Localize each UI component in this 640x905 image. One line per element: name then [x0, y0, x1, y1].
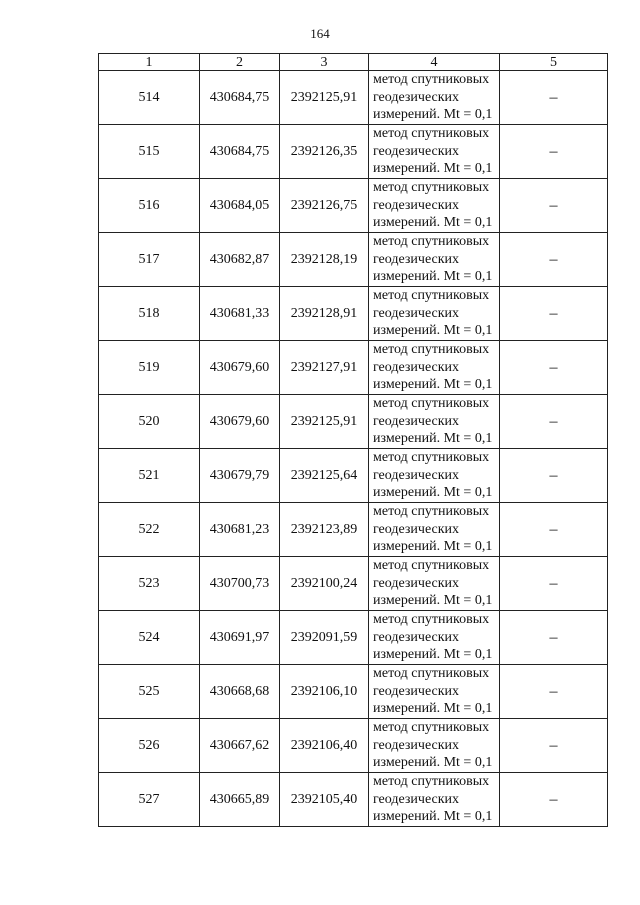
method-line: метод спутниковых	[373, 504, 490, 520]
method-line: геодезических	[373, 143, 460, 159]
method-description	[369, 179, 500, 233]
note-dash: –	[500, 611, 608, 665]
table-row	[99, 773, 608, 827]
table-row	[99, 395, 608, 449]
method-line: метод спутниковых	[373, 180, 490, 196]
method-description	[369, 287, 500, 341]
method-line: измерений. Mt = 0,1	[373, 107, 493, 123]
method-description	[369, 395, 500, 449]
method-line: геодезических	[373, 305, 460, 321]
method-line: метод спутниковых	[373, 126, 490, 142]
table-row	[99, 287, 608, 341]
point-number: 527	[99, 773, 200, 827]
header-col-2: 2	[200, 54, 280, 71]
page-number: 164	[310, 26, 330, 41]
method-line: геодезических	[373, 575, 460, 591]
note-dash: –	[500, 395, 608, 449]
method-line: геодезических	[373, 89, 460, 105]
method-line: измерений. Mt = 0,1	[373, 485, 493, 501]
method-description	[369, 233, 500, 287]
coordinate-y: 2392125,91	[280, 395, 369, 449]
note-dash: –	[500, 719, 608, 773]
point-number: 517	[99, 233, 200, 287]
coordinate-y: 2392106,10	[280, 665, 369, 719]
method-line: измерений. Mt = 0,1	[373, 701, 493, 717]
table-body	[99, 71, 608, 827]
point-number: 526	[99, 719, 200, 773]
coordinates-table	[98, 53, 608, 827]
table-row	[99, 71, 608, 125]
coordinate-x: 430681,23	[200, 503, 280, 557]
method-description	[369, 125, 500, 179]
note-dash: –	[500, 557, 608, 611]
coordinate-x: 430684,75	[200, 125, 280, 179]
coordinate-y: 2392126,35	[280, 125, 369, 179]
note-dash: –	[500, 341, 608, 395]
method-line: геодезических	[373, 683, 460, 699]
note-dash: –	[500, 233, 608, 287]
note-dash: –	[500, 179, 608, 233]
method-line: геодезических	[373, 413, 460, 429]
coordinate-y: 2392127,91	[280, 341, 369, 395]
method-line: метод спутниковых	[373, 450, 490, 466]
note-dash: –	[500, 71, 608, 125]
method-line: геодезических	[373, 197, 460, 213]
coordinate-y: 2392091,59	[280, 611, 369, 665]
point-number: 523	[99, 557, 200, 611]
header-col-5: 5	[500, 54, 608, 71]
method-line: геодезических	[373, 359, 460, 375]
method-description	[369, 503, 500, 557]
coordinate-x: 430679,79	[200, 449, 280, 503]
point-number: 524	[99, 611, 200, 665]
method-description	[369, 449, 500, 503]
point-number: 519	[99, 341, 200, 395]
method-line: измерений. Mt = 0,1	[373, 269, 493, 285]
method-line: геодезических	[373, 467, 460, 483]
table-row	[99, 665, 608, 719]
method-description	[369, 719, 500, 773]
table-row	[99, 341, 608, 395]
method-line: метод спутниковых	[373, 720, 490, 736]
point-number: 516	[99, 179, 200, 233]
coordinate-y: 2392123,89	[280, 503, 369, 557]
table-row	[99, 233, 608, 287]
method-line: измерений. Mt = 0,1	[373, 161, 493, 177]
coordinate-y: 2392105,40	[280, 773, 369, 827]
method-line: геодезических	[373, 737, 460, 753]
table-row	[99, 503, 608, 557]
method-line: измерений. Mt = 0,1	[373, 377, 493, 393]
method-line: метод спутниковых	[373, 72, 490, 88]
point-number: 514	[99, 71, 200, 125]
method-line: измерений. Mt = 0,1	[373, 431, 493, 447]
coordinate-x: 430684,75	[200, 71, 280, 125]
coordinate-x: 430665,89	[200, 773, 280, 827]
method-line: метод спутниковых	[373, 774, 490, 790]
method-line: метод спутниковых	[373, 666, 490, 682]
coordinate-x: 430668,68	[200, 665, 280, 719]
point-number: 515	[99, 125, 200, 179]
coordinate-y: 2392125,64	[280, 449, 369, 503]
header-col-1: 1	[99, 54, 200, 71]
method-line: метод спутниковых	[373, 558, 490, 574]
method-line: геодезических	[373, 251, 460, 267]
coordinate-y: 2392128,19	[280, 233, 369, 287]
coordinate-x: 430681,33	[200, 287, 280, 341]
method-description	[369, 71, 500, 125]
coordinate-x: 430700,73	[200, 557, 280, 611]
note-dash: –	[500, 287, 608, 341]
method-line: измерений. Mt = 0,1	[373, 809, 493, 825]
method-description	[369, 341, 500, 395]
table-row	[99, 719, 608, 773]
table-row	[99, 449, 608, 503]
point-number: 520	[99, 395, 200, 449]
coordinate-y: 2392106,40	[280, 719, 369, 773]
table-header	[99, 54, 608, 71]
method-line: метод спутниковых	[373, 396, 490, 412]
method-line: измерений. Mt = 0,1	[373, 323, 493, 339]
coordinate-y: 2392126,75	[280, 179, 369, 233]
note-dash: –	[500, 665, 608, 719]
method-description	[369, 773, 500, 827]
method-line: метод спутниковых	[373, 612, 490, 628]
coordinate-x: 430679,60	[200, 341, 280, 395]
table-row	[99, 125, 608, 179]
method-line: измерений. Mt = 0,1	[373, 593, 493, 609]
method-line: измерений. Mt = 0,1	[373, 215, 493, 231]
coordinate-x: 430684,05	[200, 179, 280, 233]
point-number: 518	[99, 287, 200, 341]
method-line: метод спутниковых	[373, 288, 490, 304]
point-number: 521	[99, 449, 200, 503]
note-dash: –	[500, 125, 608, 179]
method-line: метод спутниковых	[373, 234, 490, 250]
coordinate-x: 430679,60	[200, 395, 280, 449]
point-number: 522	[99, 503, 200, 557]
method-line: геодезических	[373, 629, 460, 645]
header-row	[99, 54, 608, 71]
method-line: измерений. Mt = 0,1	[373, 647, 493, 663]
coordinate-y: 2392125,91	[280, 71, 369, 125]
note-dash: –	[500, 503, 608, 557]
method-line: измерений. Mt = 0,1	[373, 755, 493, 771]
method-description	[369, 611, 500, 665]
coordinate-x: 430691,97	[200, 611, 280, 665]
method-description	[369, 557, 500, 611]
coordinate-y: 2392100,24	[280, 557, 369, 611]
method-line: геодезических	[373, 521, 460, 537]
table-row	[99, 179, 608, 233]
method-line: метод спутниковых	[373, 342, 490, 358]
method-description	[369, 665, 500, 719]
table-row	[99, 557, 608, 611]
coordinate-x: 430682,87	[200, 233, 280, 287]
header-col-4: 4	[369, 54, 500, 71]
note-dash: –	[500, 773, 608, 827]
point-number: 525	[99, 665, 200, 719]
method-line: геодезических	[373, 791, 460, 807]
note-dash: –	[500, 449, 608, 503]
method-line: измерений. Mt = 0,1	[373, 539, 493, 555]
header-col-3: 3	[280, 54, 369, 71]
table-row	[99, 611, 608, 665]
coordinate-y: 2392128,91	[280, 287, 369, 341]
coordinate-x: 430667,62	[200, 719, 280, 773]
